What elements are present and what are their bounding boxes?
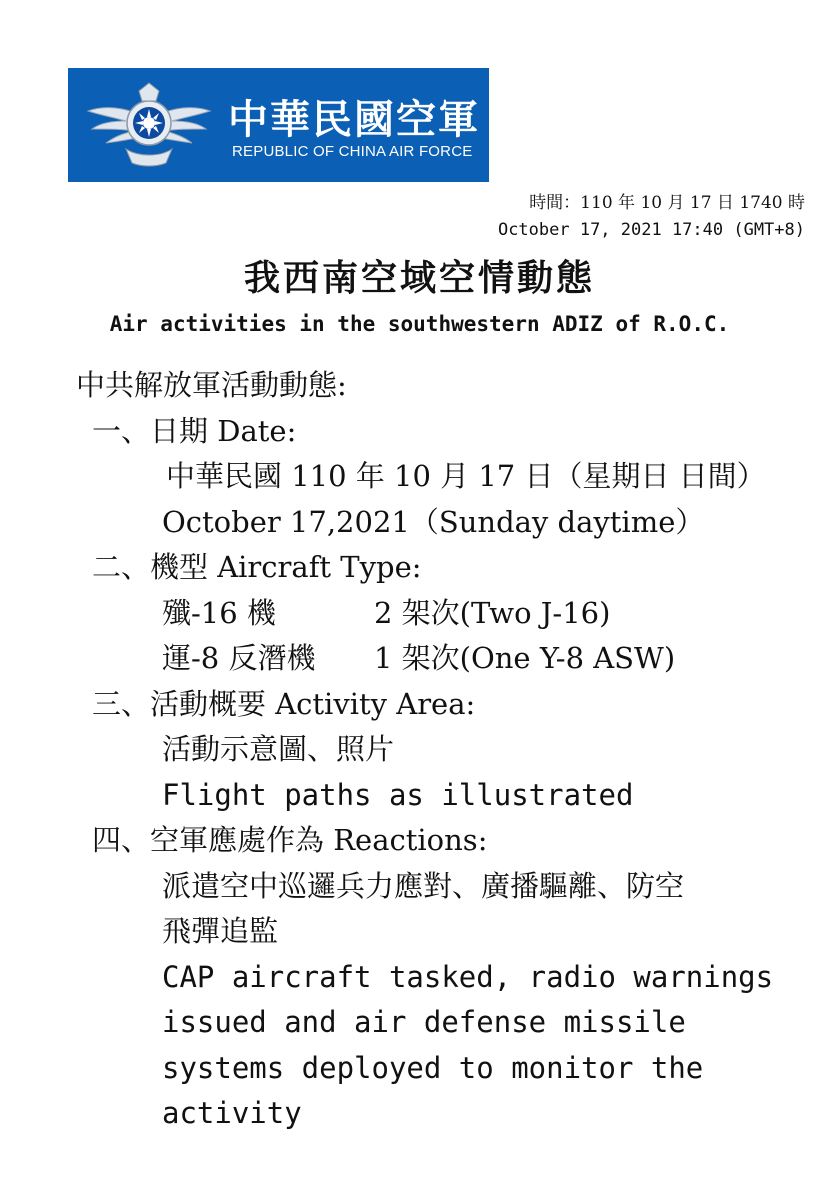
reactions-en-line: activity [162,1096,302,1130]
date-cn: 中華民國 110 年 10 月 17 日（星期日 日間） [166,459,766,493]
report-heading: 中共解放軍活動動態: [76,368,347,402]
reactions-label: 四、空軍應處作為 Reactions: [92,823,488,857]
aircraft-row [162,635,675,681]
logo-name-en: REPUBLIC OF CHINA AIR FORCE [232,143,473,160]
logo-name-cn: 中華民國空軍 [228,97,480,143]
aircraft-count: 1 架次(One Y-8 ASW) [374,641,676,675]
activity-area-label: 三、活動概要 Activity Area: [92,687,476,721]
activity-en: Flight paths as illustrated [162,778,634,812]
aircraft-count: 2 架次(Two J-16) [374,596,611,630]
page-title-cn: 我西南空域空情動態 [243,257,595,299]
aircraft-name: 殲-16 機 [162,596,276,630]
reactions-cn-line: 飛彈追監 [162,914,279,948]
date-en: October 17,2021（Sunday daytime） [162,505,705,539]
timestamp-en: October 17, 2021 17:40 (GMT+8) [497,220,805,240]
page-title-en: Air activities in the southwestern ADIZ of R.O.C. [109,312,730,336]
aircraft-name: 運-8 反潛機 [162,641,316,675]
reactions-cn-line: 派遣空中巡邏兵力應對、廣播驅離、防空 [162,869,685,903]
reactions-en-line: CAP aircraft tasked, radio warnings [162,960,774,994]
reactions-en-line: systems deployed to monitor the [162,1051,704,1085]
report-timestamp [498,190,805,244]
reactions-en-line: issued and air defense missile [162,1005,686,1039]
aircraft-type-label: 二、機型 Aircraft Type: [92,550,422,584]
air-force-logo-banner [68,68,489,182]
date-label: 一、日期 Date: [92,414,297,448]
timestamp-cn: 時間：110 年 10 月 17 日 1740 時 [529,193,805,213]
roc-air-force-emblem-icon [86,77,212,173]
aircraft-row [162,590,610,636]
activity-cn: 活動示意圖、照片 [162,732,395,766]
